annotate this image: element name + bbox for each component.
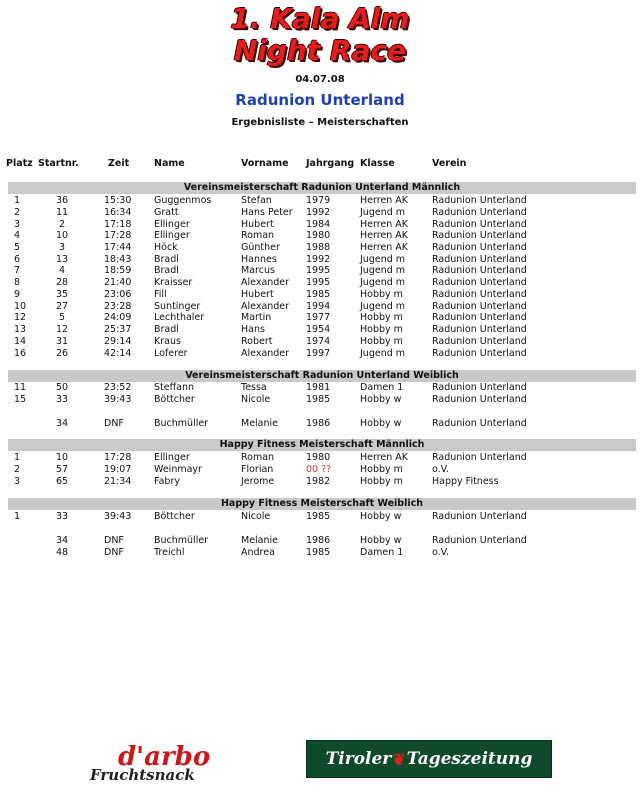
cell-startnr: 28 (55, 277, 69, 288)
cell-startnr: 5 (58, 312, 66, 323)
cell-startnr: 27 (55, 301, 69, 312)
cell-platz: 13 (14, 324, 27, 335)
cell-platz: 2 (14, 207, 21, 218)
cell-platz: 14 (14, 336, 27, 347)
cell-vorname: Hubert (241, 219, 274, 230)
cell-zeit: 19:07 (104, 464, 132, 475)
cell-vorname: Nicole (241, 394, 271, 405)
cell-jahrgang: 1982 (306, 476, 331, 487)
header-jahrgang: Jahrgang (306, 158, 355, 169)
header-klasse: Klasse (360, 158, 395, 169)
cell-platz: 6 (14, 254, 21, 265)
cell-verein: Radunion Unterland (432, 511, 527, 522)
cell-name: Bradl (154, 254, 179, 265)
cell-klasse: Jugend m (360, 254, 406, 265)
cell-vorname: Roman (241, 230, 275, 241)
cell-klasse: Herren AK (360, 242, 409, 253)
cell-vorname: Melanie (241, 535, 279, 546)
cell-klasse: Hobby w (360, 511, 402, 522)
cell-startnr: 26 (55, 348, 69, 359)
cell-platz: 3 (14, 476, 21, 487)
cell-zeit: 29:14 (104, 336, 132, 347)
cell-klasse: Hobby w (360, 535, 402, 546)
cell-jahrgang: 1995 (306, 265, 331, 276)
cell-name: Kraus (154, 336, 181, 347)
header-verein: Verein (432, 158, 467, 169)
cell-klasse: Herren AK (360, 230, 409, 241)
cell-jahrgang: 1977 (306, 312, 331, 323)
cell-vorname: Nicole (241, 511, 271, 522)
cell-klasse: Damen 1 (360, 547, 404, 558)
cell-startnr: 31 (55, 336, 69, 347)
cell-verein: Radunion Unterland (432, 219, 527, 230)
cell-startnr: 33 (55, 511, 69, 522)
cell-platz: 7 (14, 265, 21, 276)
cell-name: Höck (154, 242, 178, 253)
cell-zeit: 24:09 (104, 312, 132, 323)
cell-klasse: Hobby m (360, 476, 403, 487)
cell-vorname: Martin (241, 312, 272, 323)
cell-platz: 3 (14, 219, 21, 230)
cell-vorname: Melanie (241, 418, 279, 429)
header-zeit: Zeit (108, 158, 130, 169)
cell-klasse: Hobby m (360, 312, 403, 323)
cell-name: Suntinger (154, 301, 201, 312)
cell-vorname: Günther (241, 242, 280, 253)
event-title-line-2: Night Race (233, 34, 407, 67)
cell-klasse: Damen 1 (360, 382, 404, 393)
cell-zeit: 18:43 (104, 254, 132, 265)
cell-platz: 5 (14, 242, 21, 253)
cell-name: Buchmüller (154, 535, 209, 546)
cell-vorname: Andrea (241, 547, 275, 558)
cell-verein: Radunion Unterland (432, 336, 527, 347)
cell-name: Ellinger (154, 230, 190, 241)
cell-name: Ellinger (154, 452, 190, 463)
cell-vorname: Alexander (241, 277, 290, 288)
cell-jahrgang: 1954 (306, 324, 331, 335)
eagle-icon: ❦ (392, 749, 406, 769)
cell-platz: 2 (14, 464, 21, 475)
cell-zeit: 21:40 (104, 277, 132, 288)
cell-zeit: 17:44 (104, 242, 132, 253)
cell-jahrgang: 1985 (306, 511, 331, 522)
header-name: Name (154, 158, 185, 169)
cell-platz: 16 (14, 348, 27, 359)
header-startnr: Startnr. (38, 158, 79, 169)
cell-zeit: 42:14 (104, 348, 132, 359)
cell-zeit: 25:37 (104, 324, 132, 335)
cell-startnr: 33 (55, 394, 69, 405)
cell-name: Ellinger (154, 219, 190, 230)
cell-zeit: 39:43 (104, 511, 132, 522)
cell-verein: Radunion Unterland (432, 418, 527, 429)
cell-verein: Radunion Unterland (432, 312, 527, 323)
cell-jahrgang: 1984 (306, 219, 331, 230)
cell-zeit: DNF (104, 547, 124, 558)
cell-zeit: DNF (104, 418, 124, 429)
cell-vorname: Tessa (241, 382, 267, 393)
cell-klasse: Hobby m (360, 324, 403, 335)
cell-jahrgang: 1997 (306, 348, 331, 359)
cell-startnr: 11 (55, 207, 69, 218)
cell-platz: 11 (14, 382, 27, 393)
cell-platz: 12 (14, 312, 27, 323)
cell-klasse: Herren AK (360, 452, 409, 463)
cell-startnr: 10 (55, 452, 69, 463)
cell-startnr: 12 (55, 324, 69, 335)
event-title-line-1: 1. Kala Alm (230, 2, 410, 35)
header-platz: Platz (6, 158, 33, 169)
cell-name: Bradl (154, 324, 179, 335)
cell-name: Böttcher (154, 511, 195, 522)
cell-startnr: 57 (55, 464, 69, 475)
cell-startnr: 2 (58, 219, 66, 230)
cell-klasse: Hobby m (360, 289, 403, 300)
cell-zeit: 23:52 (104, 382, 132, 393)
cell-klasse: Hobby m (360, 336, 403, 347)
cell-vorname: Florian (241, 464, 274, 475)
cell-startnr: 4 (58, 265, 66, 276)
cell-startnr: 34 (55, 535, 69, 546)
cell-platz: 1 (14, 511, 21, 522)
cell-jahrgang: 1995 (306, 277, 331, 288)
cell-verein: Radunion Unterland (432, 265, 527, 276)
cell-zeit: 39:43 (104, 394, 132, 405)
cell-vorname: Hannes (241, 254, 277, 265)
cell-vorname: Jerome (241, 476, 275, 487)
cell-zeit: 17:18 (104, 219, 132, 230)
event-date: 04.07.08 (295, 74, 345, 85)
cell-jahrgang: 1985 (306, 547, 331, 558)
cell-startnr: 13 (55, 254, 69, 265)
cell-name: Loferer (154, 348, 188, 359)
cell-jahrgang: 1979 (306, 195, 331, 206)
cell-jahrgang: 1992 (306, 207, 331, 218)
cell-name: Bradl (154, 265, 179, 276)
cell-name: Kraisser (154, 277, 193, 288)
cell-klasse: Jugend m (360, 277, 406, 288)
cell-name: Steffann (154, 382, 195, 393)
cell-verein: Radunion Unterland (432, 452, 527, 463)
cell-vorname: Hans (241, 324, 265, 335)
cell-name: Fabry (154, 476, 180, 487)
tiroler-tageszeitung-logo (306, 740, 552, 778)
section-title: Happy Fitness Meisterschaft Männlich (8, 439, 636, 451)
cell-verein: Radunion Unterland (432, 230, 527, 241)
cell-zeit: 17:28 (104, 452, 132, 463)
cell-startnr: 50 (55, 382, 69, 393)
cell-klasse: Jugend m (360, 265, 406, 276)
cell-name: Fill (154, 289, 167, 300)
cell-klasse: Hobby m (360, 464, 403, 475)
cell-platz: 10 (14, 301, 27, 312)
cell-verein: Radunion Unterland (432, 535, 527, 546)
cell-zeit: 23:06 (104, 289, 132, 300)
cell-klasse: Herren AK (360, 195, 409, 206)
cell-verein: Radunion Unterland (432, 242, 527, 253)
cell-startnr: 10 (55, 230, 69, 241)
club-name: Radunion Unterland (235, 91, 405, 109)
cell-platz: 4 (14, 230, 21, 241)
cell-verein: Radunion Unterland (432, 301, 527, 312)
cell-verein: Radunion Unterland (432, 207, 527, 218)
cell-jahrgang: 1981 (306, 382, 331, 393)
cell-vorname: Marcus (241, 265, 275, 276)
cell-vorname: Hans Peter (241, 207, 293, 218)
cell-zeit: DNF (104, 535, 124, 546)
cell-verein: Happy Fitness (432, 476, 499, 487)
cell-jahrgang: 1994 (306, 301, 331, 312)
cell-jahrgang: 00 ?? (306, 464, 332, 475)
cell-jahrgang: 1985 (306, 394, 331, 405)
cell-startnr: 36 (55, 195, 69, 206)
cell-vorname: Roman (241, 452, 275, 463)
cell-platz: 15 (14, 394, 27, 405)
darbo-logo-subtext: Fruchtsnack (90, 766, 195, 784)
cell-jahrgang: 1986 (306, 418, 331, 429)
results-subtitle: Ergebnisliste – Meisterschaften (231, 117, 409, 128)
cell-verein: Radunion Unterland (432, 348, 527, 359)
cell-name: Böttcher (154, 394, 195, 405)
cell-verein: Radunion Unterland (432, 289, 527, 300)
cell-verein: Radunion Unterland (432, 382, 527, 393)
cell-klasse: Hobby w (360, 418, 402, 429)
cell-klasse: Hobby w (360, 394, 402, 405)
cell-name: Lechthaler (154, 312, 205, 323)
cell-vorname: Alexander (241, 348, 290, 359)
section-title: Vereinsmeisterschaft Radunion Unterland Männlich (8, 182, 636, 194)
cell-verein: Radunion Unterland (432, 195, 527, 206)
section-title: Vereinsmeisterschaft Radunion Unterland Weiblich (8, 370, 636, 382)
cell-vorname: Hubert (241, 289, 274, 300)
header-vorname: Vorname (241, 158, 289, 169)
cell-klasse: Jugend m (360, 348, 406, 359)
cell-verein: Radunion Unterland (432, 324, 527, 335)
cell-verein: Radunion Unterland (432, 254, 527, 265)
cell-name: Guggenmos (154, 195, 212, 206)
cell-platz: 1 (14, 195, 21, 206)
cell-verein: o.V. (432, 547, 449, 558)
cell-zeit: 18:59 (104, 265, 132, 276)
cell-name: Gratt (154, 207, 179, 218)
cell-platz: 9 (14, 289, 21, 300)
cell-klasse: Herren AK (360, 219, 409, 230)
cell-jahrgang: 1974 (306, 336, 331, 347)
cell-zeit: 17:28 (104, 230, 132, 241)
cell-zeit: 23:28 (104, 301, 132, 312)
cell-zeit: 16:34 (104, 207, 132, 218)
cell-name: Buchmüller (154, 418, 209, 429)
cell-verein: Radunion Unterland (432, 277, 527, 288)
cell-klasse: Jugend m (360, 301, 406, 312)
cell-jahrgang: 1986 (306, 535, 331, 546)
cell-jahrgang: 1985 (306, 289, 331, 300)
cell-vorname: Robert (241, 336, 273, 347)
cell-zeit: 21:34 (104, 476, 132, 487)
cell-jahrgang: 1988 (306, 242, 331, 253)
tt-logo-right: Tageszeitung (406, 749, 533, 769)
cell-startnr: 65 (55, 476, 69, 487)
cell-vorname: Alexander (241, 301, 290, 312)
cell-name: Treichl (154, 547, 185, 558)
section-title: Happy Fitness Meisterschaft Weiblich (8, 498, 636, 510)
cell-verein: Radunion Unterland (432, 394, 527, 405)
cell-klasse: Jugend m (360, 207, 406, 218)
cell-platz: 1 (14, 452, 21, 463)
cell-jahrgang: 1980 (306, 230, 331, 241)
tt-logo-left: Tiroler (325, 749, 392, 769)
cell-platz: 8 (14, 277, 21, 288)
cell-jahrgang: 1992 (306, 254, 331, 265)
cell-startnr: 34 (55, 418, 69, 429)
cell-verein: o.V. (432, 464, 449, 475)
cell-vorname: Stefan (241, 195, 272, 206)
cell-startnr: 48 (55, 547, 69, 558)
darbo-logo-text: d'arbo (118, 742, 211, 772)
cell-zeit: 15:30 (104, 195, 132, 206)
cell-startnr: 3 (58, 242, 66, 253)
cell-jahrgang: 1980 (306, 452, 331, 463)
darbo-logo (90, 742, 215, 786)
cell-startnr: 35 (55, 289, 69, 300)
cell-name: Weinmayr (154, 464, 202, 475)
